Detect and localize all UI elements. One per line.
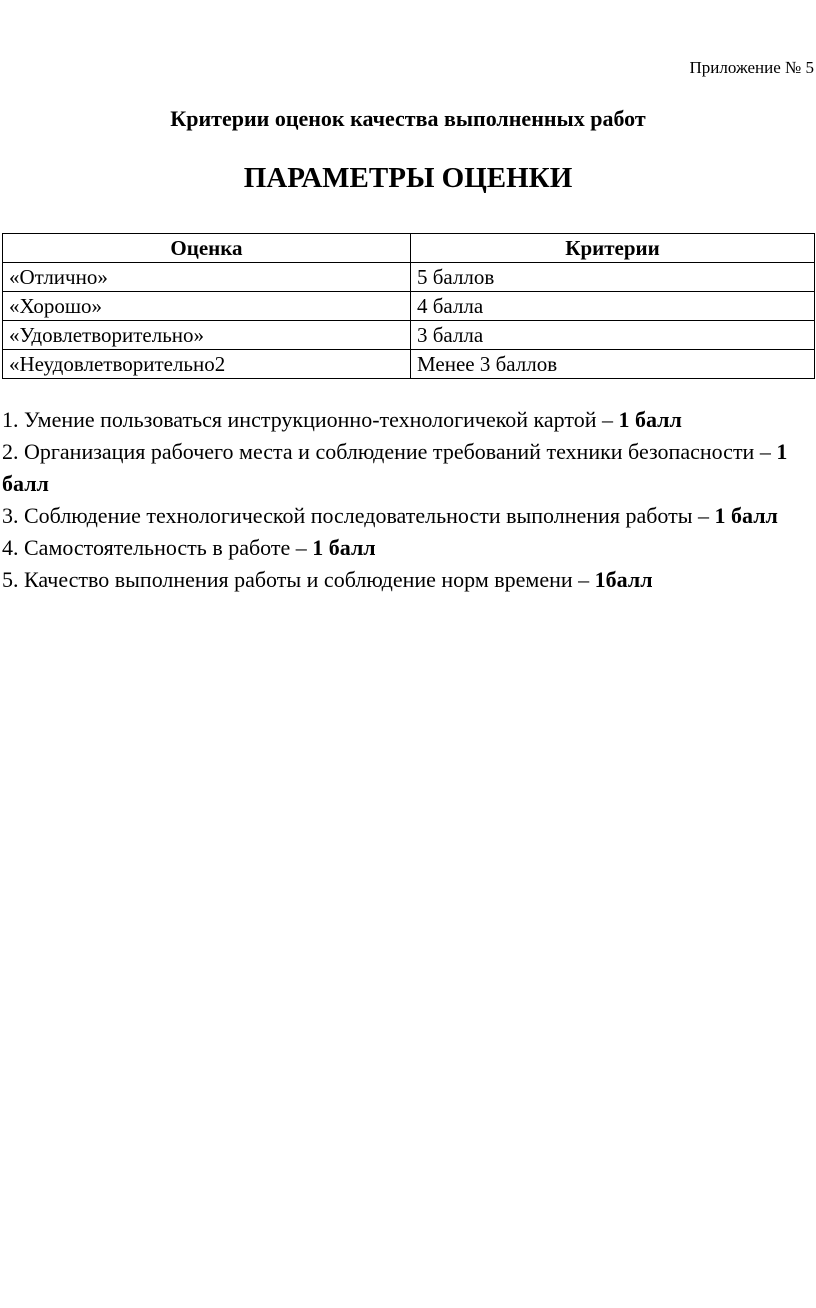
criteria-cell: 4 балла [411, 292, 815, 321]
criterion-text: 4. Самостоятельность в работе – [2, 535, 313, 560]
list-item [2, 500, 802, 532]
list-item [2, 404, 802, 436]
grade-cell: «Отлично» [3, 263, 411, 292]
grade-cell: «Неудовлетворительно2 [3, 350, 411, 379]
criteria-cell: 5 баллов [411, 263, 815, 292]
criteria-cell: 3 балла [411, 321, 815, 350]
criteria-list [2, 404, 802, 596]
appendix-label: Приложение № 5 [689, 58, 814, 77]
table-row [3, 263, 815, 292]
criterion-points: 1 балл [618, 407, 682, 432]
table-row [3, 321, 815, 350]
criterion-text: 5. Качество выполнения работы и соблюдение норм времени – [2, 567, 595, 592]
criterion-points: 1 балл [2, 439, 788, 496]
section-heading: ПАРАМЕТРЫ ОЦЕНКИ [243, 162, 573, 194]
grade-cell: «Хорошо» [3, 292, 411, 321]
criterion-points: 1 балл [714, 503, 778, 528]
list-item [2, 436, 802, 500]
table-row [3, 292, 815, 321]
table-row [3, 350, 815, 379]
list-item [2, 532, 802, 564]
criterion-text: 1. Умение пользоваться инструкционно-технологичекой картой – [2, 407, 619, 432]
criteria-cell: Менее 3 баллов [411, 350, 815, 379]
document-title: Критерии оценок качества выполненных работ [170, 106, 646, 131]
column-header-grade: Оценка [3, 234, 411, 263]
criterion-text: 2. Организация рабочего места и соблюдение требований техники безопасности – [2, 439, 777, 464]
grades-table [2, 233, 815, 379]
table-header-row [3, 234, 815, 263]
column-header-criteria: Критерии [411, 234, 815, 263]
criterion-points: 1 балл [312, 535, 376, 560]
criterion-text: 3. Соблюдение технологической последовательности выполнения работы – [2, 503, 715, 528]
criterion-points: 1балл [594, 567, 653, 592]
list-item [2, 564, 802, 596]
grade-cell: «Удовлетворительно» [3, 321, 411, 350]
